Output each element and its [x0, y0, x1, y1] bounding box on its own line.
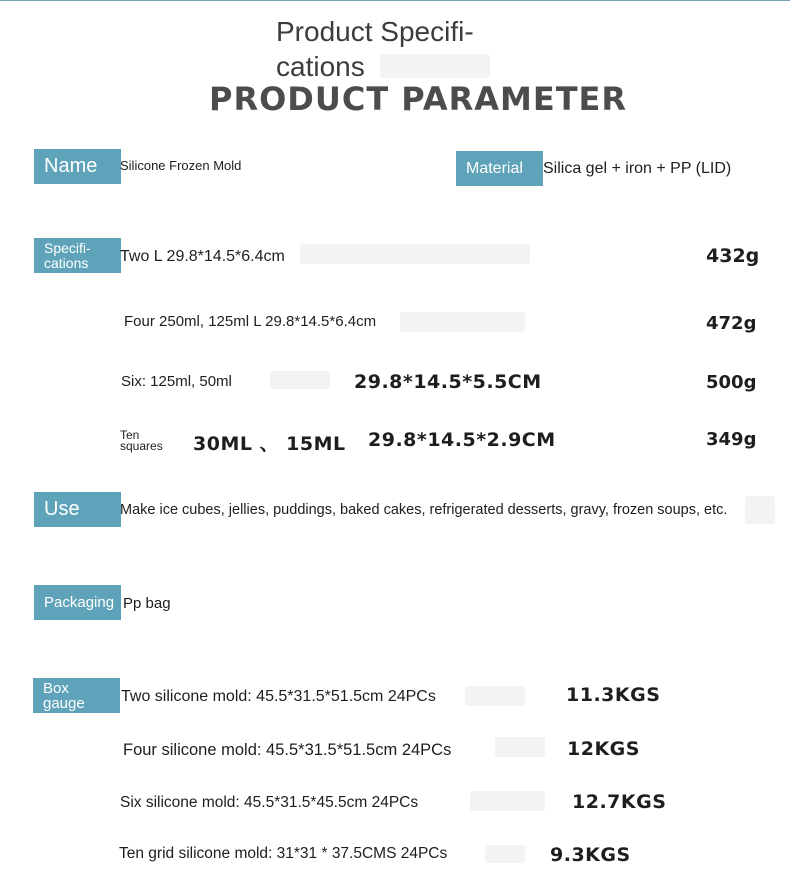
page-subtitle: PRODUCT PARAMETER [209, 80, 628, 118]
box-gauge-row-desc: Two silicone mold: 45.5*31.5*51.5cm 24PCs [121, 688, 436, 705]
page-title-line1: Product Specifi- [276, 16, 474, 47]
spec-row-weight: 500g [706, 372, 757, 393]
box-gauge-tag-line1: Box [43, 679, 69, 697]
specifications-tag-line1: Specifi- [44, 239, 91, 256]
spec-row-weight: 349g [706, 429, 757, 450]
spec-row-capacity: 30ML 、 15ML [193, 433, 346, 455]
faded-watermark [270, 371, 330, 389]
box-gauge-row-weight: 12KGS [567, 738, 640, 760]
spec-row-desc: Two L 29.8*14.5*6.4cm [120, 248, 285, 265]
box-gauge-tag [33, 678, 120, 713]
page-title-line2: cations [276, 51, 365, 82]
faded-watermark [380, 54, 490, 78]
use-value: Make ice cubes, jellies, puddings, baked cakes, refrigerated desserts, gravy, frozen soups, etc. [120, 502, 728, 518]
use-tag: Use [34, 492, 121, 527]
packaging-tag: Packaging [34, 585, 121, 620]
faded-watermark [400, 312, 525, 332]
material-value: Silica gel + iron + PP (LID) [543, 160, 732, 177]
packaging-value: Pp bag [123, 595, 171, 612]
spec-row-weight: 432g [706, 245, 760, 267]
spec-row-size: 29.8*14.5*5.5CM [354, 371, 542, 393]
faded-watermark [745, 496, 775, 524]
spec-row-desc: Six: 125ml, 50ml [121, 373, 232, 390]
name-tag: Name [34, 149, 121, 184]
material-tag: Material [456, 151, 543, 186]
spec-row-desc-line2: squares [120, 439, 163, 453]
spec-row-size: 29.8*14.5*2.9CM [368, 429, 556, 451]
specifications-tag-line2: cations [44, 254, 89, 271]
box-gauge-row-desc: Six silicone mold: 45.5*31.5*45.5cm 24PCs [120, 794, 419, 811]
box-gauge-row-desc: Four silicone mold: 45.5*31.5*51.5cm 24PCs [123, 741, 452, 759]
spec-row-weight: 472g [706, 313, 757, 334]
faded-watermark [300, 244, 530, 264]
box-gauge-row-weight: 12.7KGS [572, 791, 667, 813]
faded-watermark [465, 686, 525, 706]
spec-row-desc: Four 250ml, 125ml L 29.8*14.5*6.4cm [124, 313, 377, 330]
box-gauge-row-weight: 11.3KGS [566, 684, 661, 706]
box-gauge-row-desc: Ten grid silicone mold: 31*31 * 37.5CMS 24PCs [119, 845, 448, 862]
faded-watermark [470, 791, 545, 811]
spec-row-desc-line1: Ten [120, 428, 140, 442]
name-value: Silicone Frozen Mold [120, 158, 242, 173]
spec-row-desc [120, 430, 163, 452]
specifications-tag [34, 238, 121, 273]
top-divider [0, 0, 790, 1]
box-gauge-row-weight: 9.3KGS [550, 844, 631, 866]
faded-watermark [485, 845, 525, 863]
faded-watermark [495, 737, 545, 757]
box-gauge-tag-line2: gauge [43, 694, 85, 712]
